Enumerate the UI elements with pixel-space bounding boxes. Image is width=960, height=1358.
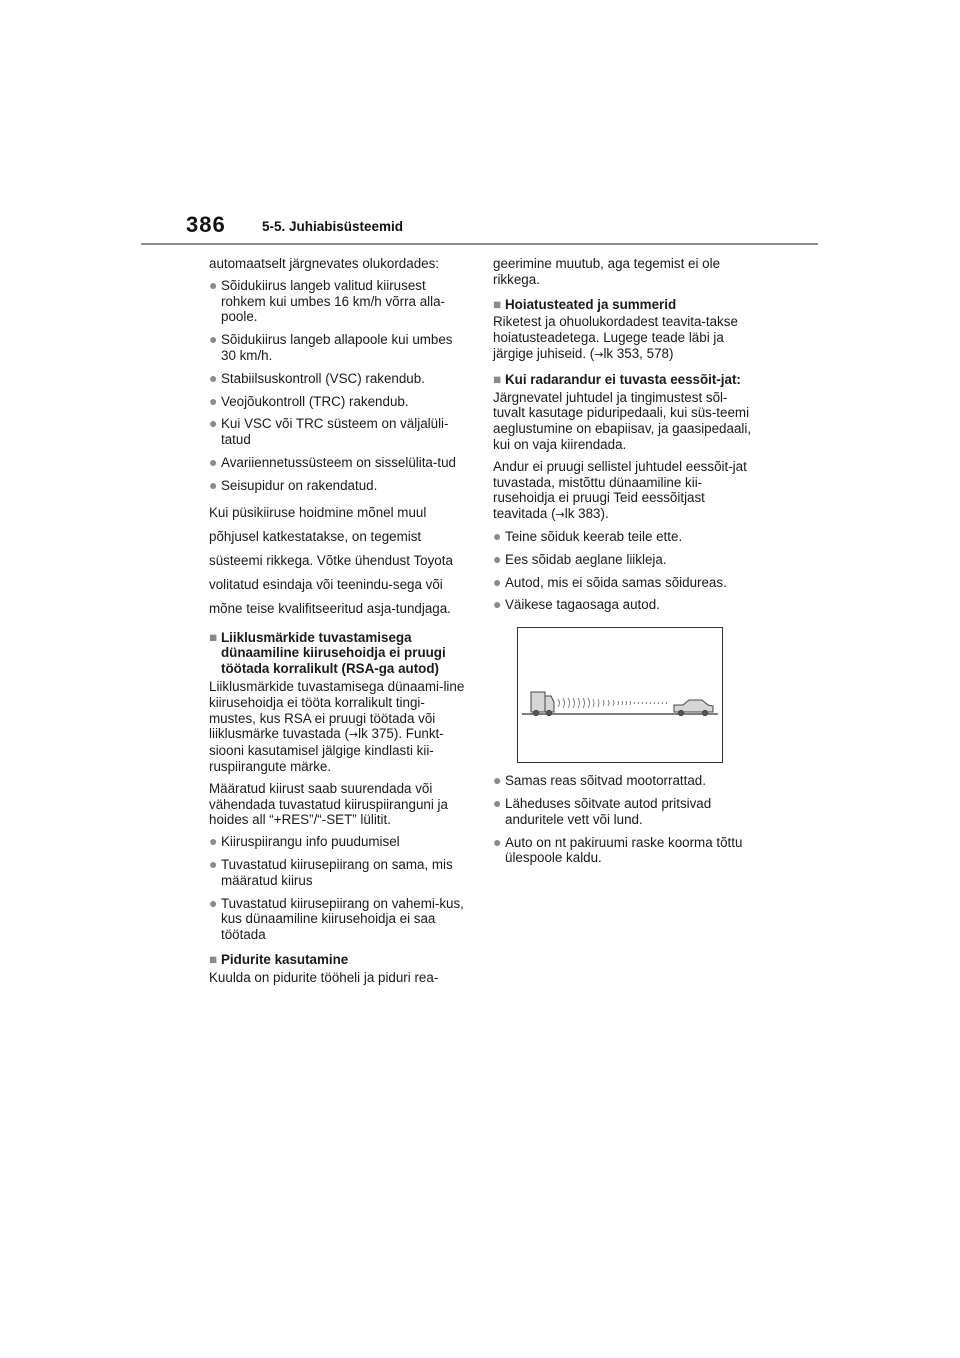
- bullet-icon: ●: [209, 369, 218, 386]
- bullet-icon: ●: [209, 276, 218, 293]
- section-title: 5-5. Juhiabisüsteemid: [262, 219, 404, 234]
- rsa-heading: ■ Liiklusmärkide tuvastamisega dünaamiline kiirusehoidja ei pruugi töötada korralikult (RSA-ga autod): [209, 629, 446, 677]
- continued-paragraph: geerimine muutub, aga tegemist ei ole rikkega.: [493, 256, 721, 287]
- car-ahead-icon: [674, 700, 713, 716]
- bullet-icon: ●: [493, 596, 502, 613]
- rsa-paragraph-1: Liiklusmärkide tuvastamisega dünaami-line kiirusehoidja ei tööta korralikult tingi-mustes, kus RSA ei pruugi töötada või liiklusmärke tuvastada (→lk 375). Funkt-siooni kasutamisel jälgige kindlasti kii-ruspiirangute märke.: [209, 678, 465, 774]
- list-item: ● Tuvastatud kiirusepiirang on sama, mis määratud kiirus: [209, 855, 453, 888]
- heading-square-icon: ■: [209, 951, 218, 967]
- bullet-icon: ●: [493, 833, 502, 850]
- truck-icon: [531, 692, 554, 716]
- list-item: ● Veojõukontroll (TRC) rakendub.: [209, 392, 409, 409]
- list-item: ● Kui VSC või TRC süsteem on väljalüli-tatud: [209, 415, 449, 448]
- list-item: ● Samas reas sõitvad mootorrattad.: [493, 772, 706, 789]
- list-item: ● Kiiruspiirangu info puudumisel: [209, 833, 400, 850]
- arrow-right-icon: →: [348, 728, 359, 742]
- radar-paragraph-2: Andur ei pruugi sellistel juhtudel eessõit-jat tuvastada, mistõttu dünaamiline kii-rusehoidja ei pruugi Teid eessõitjast teavitada (→lk 383).: [493, 458, 747, 522]
- bullet-icon: ●: [209, 894, 218, 911]
- brakes-heading: ■ Pidurite kasutamine: [209, 951, 349, 967]
- cancel-paragraph: Kui püsikiiruse hoidmine mõnel muul põhjusel katkestatakse, on tegemist süsteemi rikkega. Võtke ühendust Toyota volitatud esindaja või teenindu-sega või mõne teise kvalifitseeritud asja-tundjaga.: [209, 504, 453, 616]
- bullet-icon: ●: [493, 794, 502, 811]
- bullet-icon: ●: [209, 392, 218, 409]
- header-rule: [141, 243, 818, 245]
- radar-heading: ■ Kui radarandur ei tuvasta eessõit-jat:: [493, 371, 741, 387]
- list-item: ● Stabiilsuskontroll (VSC) rakendub.: [209, 369, 425, 386]
- list-item: ● Ees sõidab aeglane liikleja.: [493, 550, 667, 567]
- bullet-icon: ●: [493, 527, 502, 544]
- bullet-icon: ●: [209, 331, 218, 348]
- heading-square-icon: ■: [493, 296, 502, 312]
- bullet-icon: ●: [493, 573, 502, 590]
- right-column: [493, 256, 755, 873]
- bullet-icon: ●: [209, 855, 218, 872]
- list-item: ● Tuvastatud kiirusepiirang on vahemi-kus, kus dünaamiline kiirusehoidja ei saa töötada: [209, 894, 464, 943]
- heading-square-icon: ■: [209, 629, 218, 645]
- list-item: ● Väikese tagaosaga autod.: [493, 596, 660, 613]
- brakes-paragraph: Kuulda on pidurite tööheli ja piduri rea-: [209, 969, 439, 985]
- radar-waves-icon: [558, 698, 667, 708]
- bullet-icon: ●: [209, 415, 218, 432]
- rsa-paragraph-2: Määratud kiirust saab suurendada või vähendada tuvastatud kiiruspiiranguni ja hoides all “+RES”/“-SET” lülitit.: [209, 780, 448, 828]
- list-item: ● Sõidukiirus langeb valitud kiirusest rohkem kui umbes 16 km/h võrra alla-poole.: [209, 276, 446, 325]
- list-item: ● Avariiennetussüsteem on sisselülita-tud: [209, 453, 456, 470]
- list-item: ● Autod, mis ei sõida samas sõidureas.: [493, 573, 727, 590]
- page-number: 386: [186, 212, 226, 237]
- bullet-icon: ●: [493, 772, 502, 789]
- warning-paragraph: Riketest ja ohuolukordadest teavita-takse hoiatusteadetega. Lugege teade läbi ja järgige juhiseid. (→lk 353, 578): [493, 314, 738, 361]
- bullet-icon: ●: [493, 550, 502, 567]
- intro-text: automaatselt järgnevates olukordades:: [209, 256, 440, 271]
- arrow-right-icon: →: [555, 508, 565, 522]
- warning-heading: ■ Hoiatusteated ja summerid: [493, 296, 677, 312]
- heading-square-icon: ■: [493, 371, 502, 387]
- truck-radar-illustration: [517, 627, 723, 763]
- truck-radar-drawing: [518, 628, 722, 762]
- list-item: ● Läheduses sõitvate autod pritsivad anduritele vett või lund.: [493, 794, 712, 827]
- list-item: ● Teine sõiduk keerab teile ette.: [493, 527, 683, 544]
- arrow-right-icon: →: [594, 347, 604, 361]
- bullet-icon: ●: [209, 833, 218, 850]
- bullet-icon: ●: [209, 453, 218, 470]
- left-column: [209, 256, 471, 992]
- list-item: ● Seisupidur on rakendatud.: [209, 476, 378, 493]
- list-item: ● Sõidukiirus langeb allapoole kui umbes 30 km/h.: [209, 331, 453, 363]
- list-item: ● Auto on nt pakiruumi raske koorma tõttu ülespoole kaldu.: [493, 833, 743, 866]
- bullet-icon: ●: [209, 476, 218, 493]
- radar-paragraph-1: Järgnevatel juhtudel ja tingimustest sõl-tuvalt kasutage piduripedaali, kui süs-teemi aeglustumine on ebapiisav, ja gaasipedaali, kui on vaja kiirendada.: [493, 389, 752, 452]
